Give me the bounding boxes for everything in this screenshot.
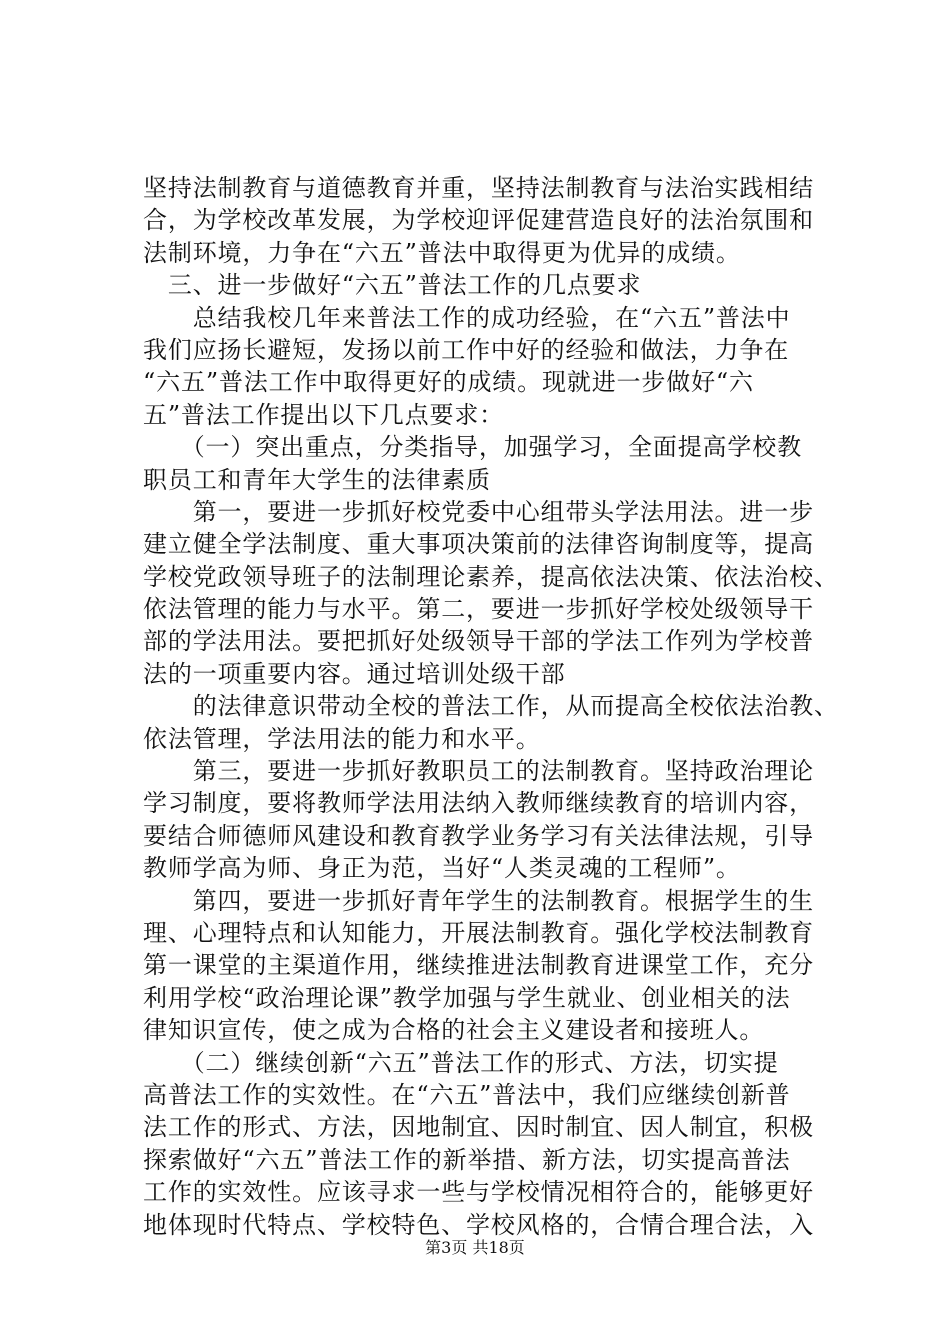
text-line: 律知识宣传，使之成为合格的社会主义建设者和接班人。 [143, 1016, 765, 1045]
text-line: 第一课堂的主渠道作用，继续推进法制教育进课堂工作，充分 [143, 951, 814, 980]
text-line: “六五”普法工作中取得更好的成绩。现就进一步做好“六 [143, 368, 754, 397]
text-line: 合，为学校改革发展，为学校迎评促建营造良好的法治氛围和 [143, 206, 814, 235]
text-line: 法的一项重要内容。通过培训处级干部 [143, 659, 566, 688]
text-line: 探索做好“六五”普法工作的新举措、新方法，切实提高普法 [143, 1145, 791, 1174]
text-line: 我们应扬长避短，发扬以前工作中好的经验和做法，力争在 [143, 335, 790, 364]
body-text [143, 172, 839, 1241]
text-line: 五”普法工作提出以下几点要求： [143, 400, 505, 429]
text-line: 学校党政领导班子的法制理论素养，提高依法决策、依法治校、 [143, 562, 839, 591]
text-line: 建立健全学法制度、重大事项决策前的法律咨询制度等，提高 [143, 530, 814, 559]
text-line: 教师学高为师、身正为范，当好“人类灵魂的工程师”。 [143, 854, 741, 883]
text-line: 职员工和青年大学生的法律素质 [143, 465, 491, 494]
text-line: 坚持法制教育与道德教育并重，坚持法制教育与法治实践相结 [143, 174, 814, 202]
text-line: 第三，要进一步抓好教职员工的法制教育。坚持政治理论 [143, 757, 814, 786]
text-line: 法制环境，力争在“六五”普法中取得更为优异的成绩。 [143, 238, 741, 267]
text-line: 学习制度，要将教师学法用法纳入教师继续教育的培训内容， [143, 789, 814, 818]
text-line: 依法管理的能力与水平。第二，要进一步抓好学校处级领导干 [143, 595, 814, 624]
text-line: 理、心理特点和认知能力，开展法制教育。强化学校法制教育 [143, 918, 814, 947]
text-line: 利用学校“政治理论课”教学加强与学生就业、创业相关的法 [143, 983, 791, 1012]
text-line: 部的学法用法。要把抓好处级领导干部的学法工作列为学校普 [143, 627, 814, 656]
text-line: 高普法工作的实效性。在“六五”普法中，我们应继续创新普 [143, 1080, 791, 1109]
page-number: 第3页 共18页 [425, 1238, 525, 1257]
text-line: 的法律意识带动全校的普法工作，从而提高全校依法治教、 [143, 692, 839, 721]
text-line: 法工作的形式、方法，因地制宜、因时制宜、因人制宜，积极 [143, 1113, 814, 1142]
section-heading: 三、进一步做好“六五”普法工作的几点要求 [143, 271, 642, 300]
text-line: 总结我校几年来普法工作的成功经验，在“六五”普法中 [143, 303, 791, 332]
text-line: 地体现时代特点、学校特色、学校风格的，合情合理合法，入 [143, 1210, 814, 1239]
text-line: 第四，要进一步抓好青年学生的法制教育。根据学生的生 [143, 886, 814, 915]
text-line: 依法管理，学法用法的能力和水平。 [143, 724, 541, 753]
page-footer [0, 1238, 950, 1258]
text-line: （二）继续创新“六五”普法工作的形式、方法，切实提 [143, 1048, 779, 1077]
text-line: 工作的实效性。应该寻求一些与学校情况相符合的，能够更好 [143, 1178, 814, 1207]
text-line: 第一，要进一步抓好校党委中心组带头学法用法。进一步 [143, 497, 814, 526]
text-line: 要结合师德师风建设和教育教学业务学习有关法律法规，引导 [143, 821, 814, 850]
text-line: （一）突出重点，分类指导，加强学习，全面提高学校教 [143, 433, 802, 462]
